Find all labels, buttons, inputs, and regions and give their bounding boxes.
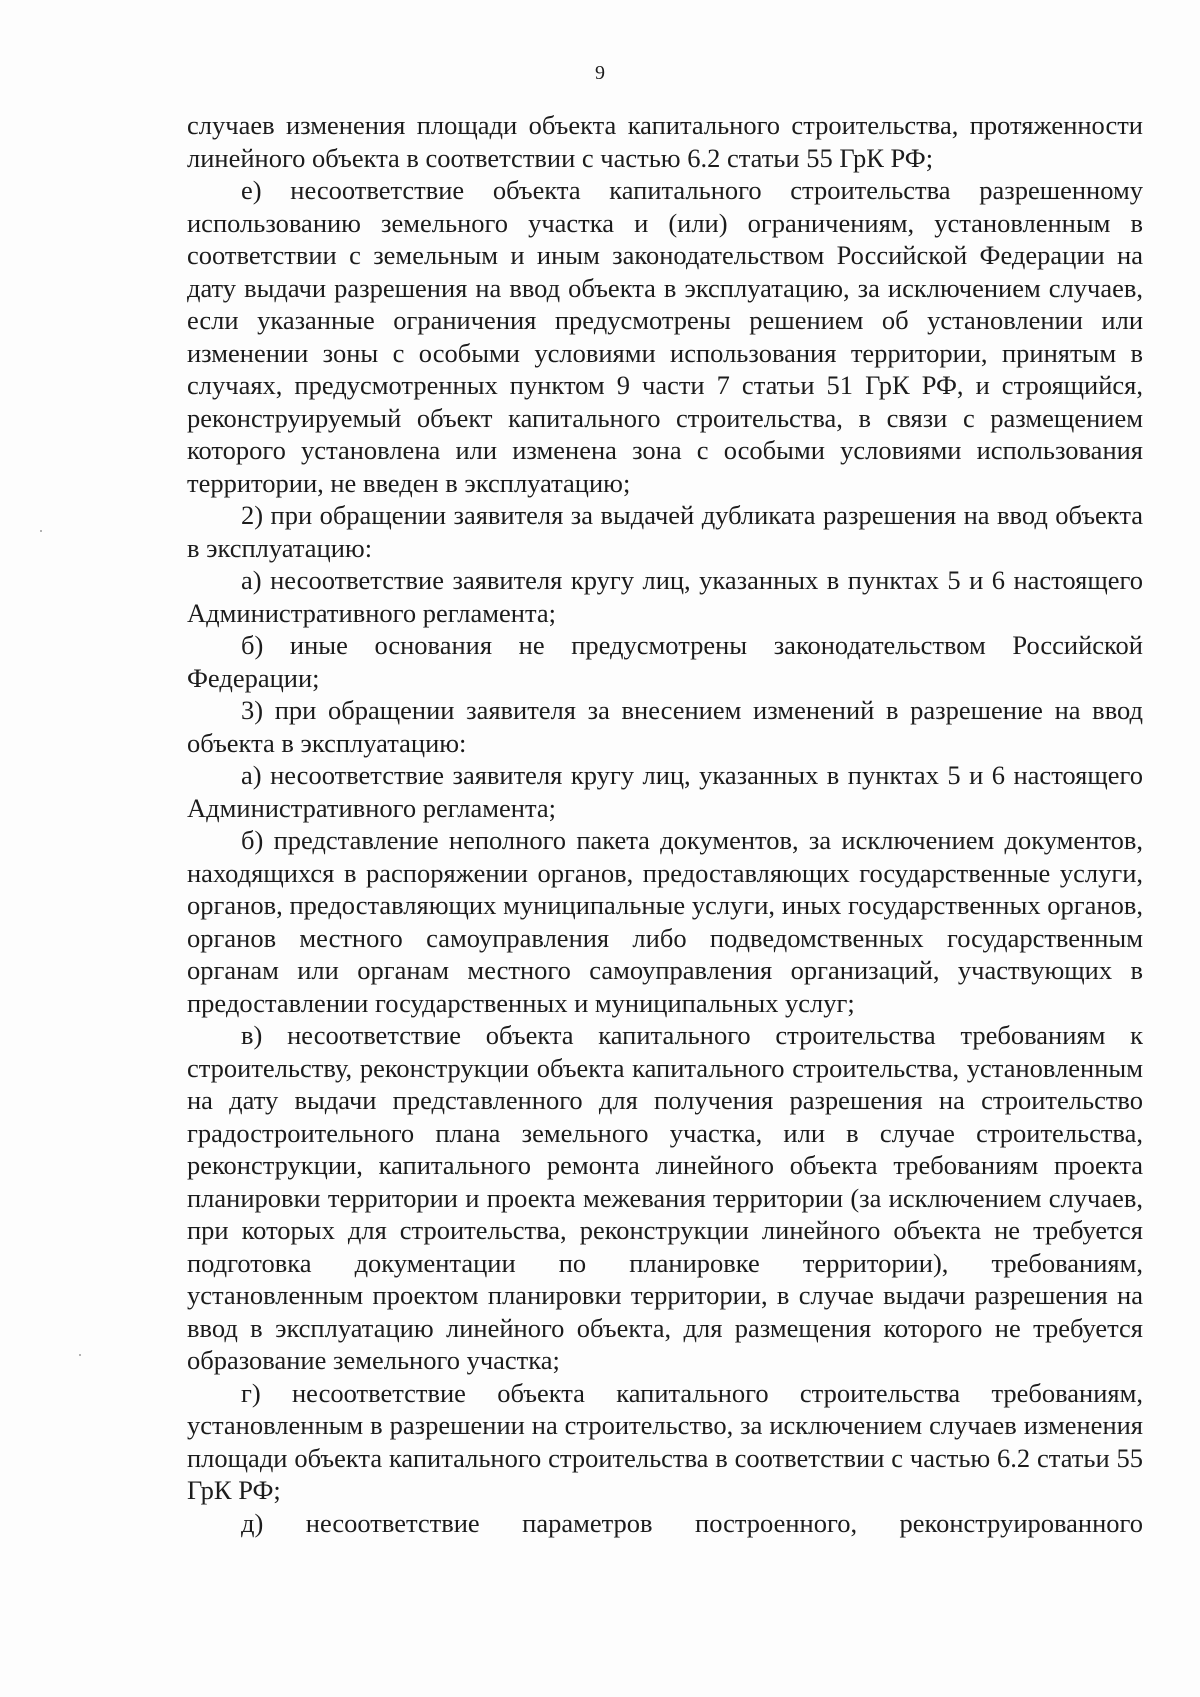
paragraph-item-2b: б) иные основания не предусмотрены законодательством Российской Федерации; bbox=[187, 630, 1143, 693]
paragraph-item-3g: г) несоответствие объекта капитального строительства требованиям, установленным в разрешении на строительство, за исключением случаев изменения площади объекта капитального строительства в соответствии с частью 6.2 статьи 55 ГрК РФ; bbox=[187, 1377, 1143, 1505]
paragraph-item-3d: д) несоответствие параметров построенного, реконструированного bbox=[241, 1507, 1143, 1538]
paragraph-item-3a: а) несоответствие заявителя кругу лиц, указанных в пунктах 5 и 6 настоящего Административного регламента; bbox=[187, 760, 1143, 823]
scan-mark bbox=[40, 530, 42, 532]
paragraph-item-e: е) несоответствие объекта капитального строительства разрешенному использованию земельного участка и (или) ограничениям, установленным в соответствии с земельным и иным законодательством Российской Федерации на дату выдачи разрешения на ввод объекта в эксплуатацию, за исключением случаев, если указанные ограничения предусмотрены решением об установлении или изменении зоны с особыми условиями использования территории, принятым в случаях, предусмотренных пунктом 9 части 7 статьи 51 ГрК РФ, и строящийся, реконструируемый объект капитального строительства, в связи с размещением которого установлена или изменена зона с особыми условиями использования территории, не введен в эксплуатацию; bbox=[187, 175, 1143, 498]
paragraph-item-3: 3) при обращении заявителя за внесением изменений в разрешение на ввод объекта в эксплуатацию: bbox=[187, 695, 1143, 758]
page-number: 9 bbox=[595, 62, 605, 84]
paragraph-item-2: 2) при обращении заявителя за выдачей дубликата разрешения на ввод объекта в эксплуатацию: bbox=[187, 500, 1143, 563]
paragraph-continuation: случаев изменения площади объекта капитального строительства, протяженности линейного объекта в соответствии с частью 6.2 статьи 55 ГрК РФ; bbox=[187, 110, 1143, 173]
scan-mark bbox=[79, 1354, 81, 1356]
paragraph-item-2a: а) несоответствие заявителя кругу лиц, указанных в пунктах 5 и 6 настоящего Административного регламента; bbox=[187, 565, 1143, 628]
paragraph-item-3v: в) несоответствие объекта капитального строительства требованиям к строительству, реконструкции объекта капитального строительства, установленным на дату выдачи представленного для получения разрешения на строительство градостроительного плана земельного участка, или в случае строительства, реконструкции, капитального ремонта линейного объекта требованиям проекта планировки территории и проекта межевания территории (за исключением случаев, при которых для строительства, реконструкции линейного объекта не требуется подготовка документации по планировке территории), требованиям, установленным проектом планировки территории, в случае выдачи разрешения на ввод в эксплуатацию линейного объекта, для размещения которого не требуется образование земельного участка; bbox=[187, 1020, 1143, 1375]
document-body bbox=[187, 109, 1143, 1539]
paragraph-item-3b: б) представление неполного пакета документов, за исключением документов, находящихся в распоряжении органов, предоставляющих государственные услуги, органов, предоставляющих муниципальные услуги, иных государственных органов, органов местного самоуправления либо подведомственных государственным органам или органам местного самоуправления организаций, участвующих в предоставлении государственных и муниципальных услуг; bbox=[187, 825, 1143, 1018]
